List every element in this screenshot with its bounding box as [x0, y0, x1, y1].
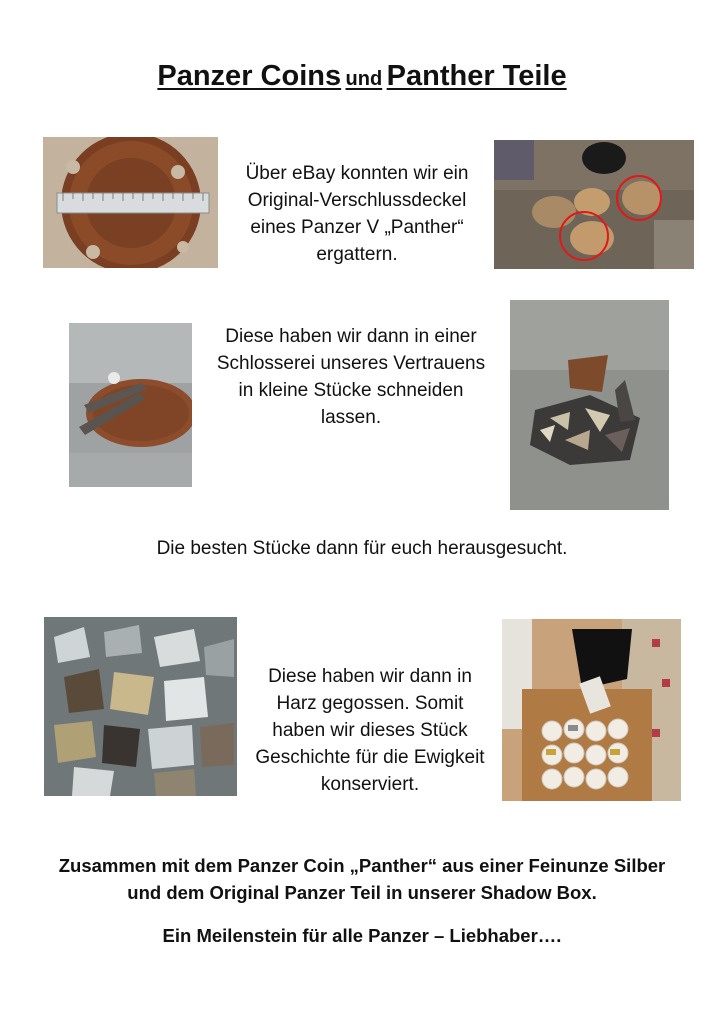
footer-line-3: Ein Meilenstein für alle Panzer – Liebhaber….	[162, 925, 562, 946]
paragraph-resin: Diese haben wir dann in Harz gegossen. Somit haben wir dieses Stück Geschichte für die Ewigkeit konserviert.	[255, 666, 485, 795]
title-part-2: und	[345, 68, 383, 90]
footer-line-2: und dem Original Panzer Teil in unserer Shadow Box.	[127, 882, 597, 903]
photo-tank-parts-circled	[494, 140, 694, 269]
paragraph-ebay: Über eBay konnten wir ein Original-Verschlussdeckel eines Panzer V „Panther“ ergattern.	[245, 163, 469, 265]
photo-metal-shards	[44, 617, 237, 796]
title-part-1: Panzer Coins	[157, 60, 342, 92]
paragraph-locksmith: Diese haben wir dann in einer Schlosserei unseres Vertrauens in kleine Stücke schneiden lassen.	[216, 326, 486, 428]
footer-line-1: Zusammen mit dem Panzer Coin „Panther“ aus einer Feinunze Silber	[58, 855, 666, 876]
photo-cut-hatch-cover	[69, 323, 192, 487]
title-part-3: Panther Teile	[386, 60, 567, 92]
page-title	[0, 60, 724, 93]
paragraph-best-pieces: Die besten Stücke dann für euch herausgesucht.	[156, 538, 568, 559]
photo-rusty-hatch-cover	[43, 137, 218, 268]
photo-resin-casting	[502, 619, 681, 801]
photo-cut-pieces-pile	[510, 300, 669, 510]
